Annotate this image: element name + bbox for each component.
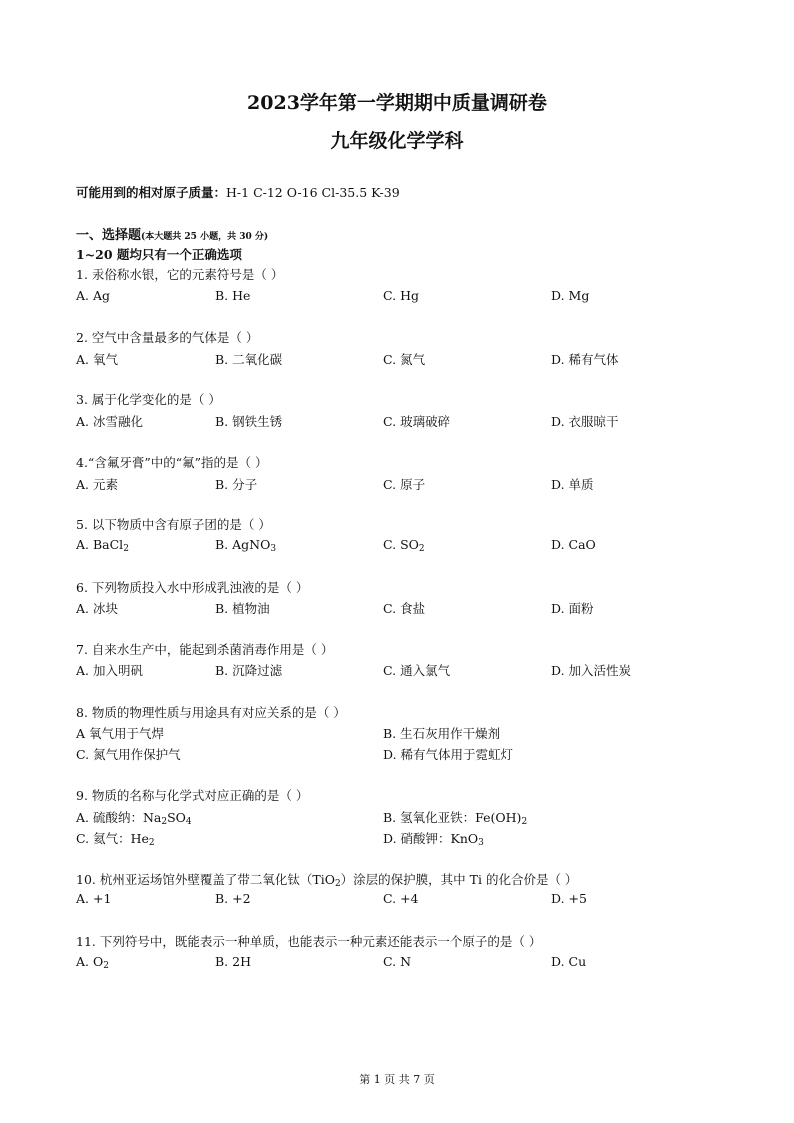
question-5-option-d: D. CaO: [551, 537, 596, 552]
question-11-option-a-subscript: 2: [103, 961, 109, 971]
question-1-option-a: A. Ag: [76, 288, 111, 303]
question-2-option-c: C. 氮气: [383, 352, 426, 367]
section-title: [76, 224, 268, 243]
question-5-option-b: [215, 537, 276, 552]
question-9-option-a-tail: SO: [167, 810, 186, 825]
question-11-option-a: [76, 954, 109, 969]
atomic-masses-values: H-1 C-12 O-16 Cl-35.5 K-39: [226, 185, 400, 200]
question-3-option-a: A. 冰雪融化: [76, 414, 143, 429]
question-9-option-c-subscript: 2: [148, 838, 155, 848]
question-7-option-b: B. 沉降过滤: [215, 663, 283, 678]
question-2-option-b: B. 二氧化碳: [215, 352, 283, 367]
question-6-option-b: B. 植物油: [215, 601, 270, 616]
question-11-option-d: D. Cu: [551, 954, 587, 969]
question-4-option-a: A. 元素: [76, 477, 118, 492]
question-7-option-a: A. 加入明矾: [76, 663, 143, 678]
question-9-option-c: [76, 829, 155, 847]
question-stem-5: 5. 以下物质中含有原子团的是（ ）: [76, 517, 271, 532]
question-9-option-d-text: D. 硝酸钾：KnO: [383, 831, 479, 846]
question-1-option-b: B. He: [215, 288, 251, 303]
question-8-option-a: A 氧气用于气焊: [76, 726, 165, 741]
atomic-masses-label: 可能用到的相对原子质量：: [76, 185, 227, 200]
exam-title: 2023学年第一学期期中质量调研卷: [247, 92, 547, 114]
question-9-option-d: [383, 829, 484, 847]
question-1-option-c: C. Hg: [383, 288, 419, 303]
question-3-option-c: C. 玻璃破碎: [383, 414, 451, 429]
question-3-option-d: D. 衣服晾干: [551, 414, 619, 429]
question-stem-9: 9. 物质的名称与化学式对应正确的是（ ）: [76, 788, 309, 803]
question-10-option-c: C. +4: [383, 891, 419, 906]
question-9-option-c-text: C. 氦气：He: [76, 831, 149, 846]
question-6-option-d: D. 面粉: [551, 601, 594, 616]
question-10-option-a: A. +1: [76, 891, 112, 906]
question-4-option-c: C. 原子: [383, 477, 426, 492]
question-9-option-b-subscript: 2: [521, 817, 528, 827]
question-5-option-c-text: C. SO: [383, 537, 419, 552]
question-1-option-d: D. Mg: [551, 288, 590, 303]
question-5-option-b-subscript: 3: [270, 544, 277, 554]
question-2-option-a: A. 氧气: [76, 352, 118, 367]
question-stem-2: 2. 空气中含量最多的气体是（ ）: [76, 330, 259, 345]
question-10-option-b: B. +2: [215, 891, 251, 906]
question-7-option-c: C. 通入氯气: [383, 663, 451, 678]
section-instruction: 1~20 题均只有一个正确选项: [76, 247, 242, 262]
question-5-option-c: [383, 537, 425, 552]
question-9-option-b: [383, 808, 527, 826]
question-9-option-a-text: A. 硫酸纳：Na: [76, 810, 162, 825]
question-8-option-c: C. 氮气用作保护气: [76, 747, 181, 762]
question-5-option-a-subscript: 2: [123, 544, 129, 554]
question-4-option-b: B. 分子: [215, 477, 258, 492]
question-6-option-a: A. 冰块: [76, 601, 118, 616]
question-9-option-b-text: B. 氢氧化亚铁：Fe(OH): [383, 810, 522, 825]
question-9-option-a-subscript: 2: [161, 817, 168, 827]
question-5-option-c-subscript: 2: [418, 544, 425, 554]
question-6-option-c: C. 食盐: [383, 601, 426, 616]
exam-subtitle: 九年级化学学科: [330, 130, 464, 152]
question-5-option-b-text: B. AgNO: [215, 537, 271, 552]
question-stem-6: 6. 下列物质投入水中形成乳浊液的是（ ）: [76, 580, 309, 595]
question-5-option-a: [76, 537, 129, 552]
section-title-text: 一、选择题: [76, 228, 142, 243]
question-stem-1: 1. 汞俗称水银，它的元素符号是（ ）: [76, 267, 284, 282]
question-10-stem-tail: ）涂层的保护膜，其中 Ti 的化合价是（ ）: [340, 872, 578, 887]
question-11-option-c: C. N: [383, 954, 412, 969]
question-5-option-a-text: A. BaCl: [76, 537, 124, 552]
question-11-option-b: B. 2H: [215, 954, 251, 969]
section-note: (本大题共 25 小题，共 30 分): [141, 232, 269, 242]
question-stem-8: 8. 物质的物理性质与用途具有对应关系的是（ ）: [76, 705, 346, 720]
question-stem-10: [76, 870, 577, 888]
question-10-stem-subscript: 2: [334, 879, 341, 889]
question-stem-7: 7. 自来水生产中，能起到杀菌消毒作用是（ ）: [76, 642, 334, 657]
question-stem-4: 4.“含氟牙膏”中的“氟”指的是（ ）: [76, 455, 268, 470]
question-10-option-d: D. +5: [551, 891, 587, 906]
question-10-stem-text: 10. 杭州亚运场馆外壁覆盖了带二氧化钛（TiO: [76, 872, 335, 887]
question-stem-11: 11. 下列符号中，既能表示一种单质，也能表示一种元素还能表示一个原子的是（ ）: [76, 934, 542, 949]
question-8-option-d: D. 稀有气体用于霓虹灯: [383, 747, 514, 762]
question-7-option-d: D. 加入活性炭: [551, 663, 632, 678]
question-stem-3: 3. 属于化学变化的是（ ）: [76, 392, 221, 407]
question-8-option-b: B. 生石灰用作干燥剂: [383, 726, 501, 741]
question-3-option-b: B. 钢铁生锈: [215, 414, 283, 429]
question-9-option-a: [76, 808, 192, 826]
question-4-option-d: D. 单质: [551, 477, 594, 492]
question-9-option-a-tail-subscript: 4: [185, 817, 192, 827]
question-9-option-d-subscript: 3: [478, 838, 484, 848]
question-2-option-d: D. 稀有气体: [551, 352, 619, 367]
question-11-option-a-text: A. O: [76, 954, 104, 969]
atomic-masses: [76, 183, 400, 201]
page-footer: 第 1 页 共 7 页: [359, 1073, 435, 1086]
